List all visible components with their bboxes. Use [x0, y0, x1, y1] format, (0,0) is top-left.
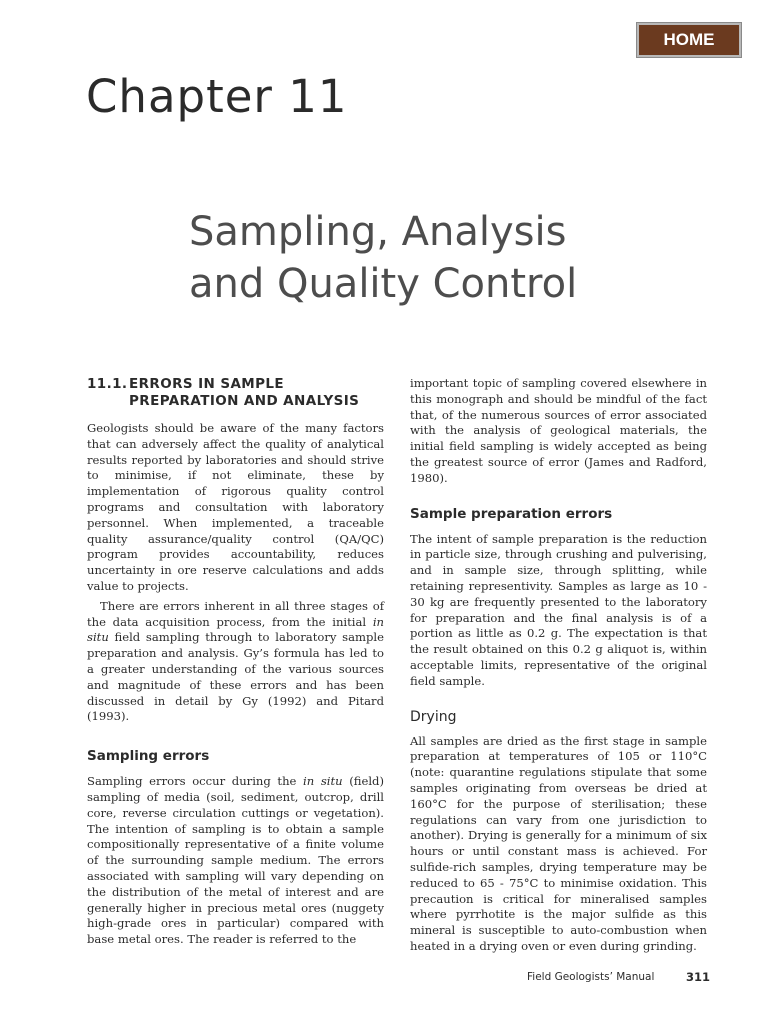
chapter-title-line-2: and Quality Control	[189, 261, 578, 307]
paragraph-qaqc: Geologists should be aware of the many factors that can adversely affect the quality of analytical results reported by laboratories and should strive to minimise, if not eliminate, these by implementation of rigorous quality control programs and consultation with laboratory personnel. When implemented, a traceable quality assurance/quality control (QA/QC) program provides accountability, reduces uncertainty in ore reserve calculations and adds value to projects.	[87, 421, 384, 593]
section-heading	[87, 376, 384, 410]
chapter-title	[189, 206, 749, 310]
footer-book-title: Field Geologists’ Manual	[527, 971, 655, 983]
left-column	[87, 376, 384, 948]
paragraph-sample-preparation: The intent of sample preparation is the reduction in particle size, through crushing and pulverising, and in sample size, through splitting, while retaining representivity. Samples as large as 10 - 30 kg are frequently presented to the laboratory for preparation and the final analysis is of a portion as little as 0.2 g. The expectation is that the result obtained on this 0.2 g aliquot is, within acceptable limits, representative of the original field sample.	[410, 531, 707, 688]
section-title-line-2: PREPARATION AND ANALYSIS	[129, 393, 360, 409]
paragraph-error-stages: There are errors inherent in all three stages of the data acquisition process, from the initial in situ field sampling through to laboratory sample preparation and analysis. Gy’s formula has led to a greater understanding of the various sources and magnitude of these errors and has been discussed in detail by Gy (1992) and Pitard (1993).	[87, 598, 384, 724]
right-column	[410, 376, 707, 955]
section-number: 11.1.	[87, 376, 128, 392]
subheading-sampling-errors: Sampling errors	[87, 748, 210, 765]
section-title-line-1: ERRORS IN SAMPLE	[129, 376, 285, 392]
page-number: 311	[686, 970, 711, 984]
italic-term: in situ	[87, 614, 384, 645]
paragraph-sampling-errors: Sampling errors occur during the in situ (field) sampling of media (soil, sediment, outcrop, drill core, reverse circulation cuttings or vegetation). The intention of sampling is to obtain a sample compositionally representative of a finite volume of the surrounding sample medium. The errors associated with sampling will vary depending on the distribution of the metal of interest and are generally higher in precious metal ores (nuggety high-grade ores in particular) compared with base metal ores. The reader is referred to the	[87, 774, 384, 947]
chapter-label: Chapter 11	[86, 70, 348, 123]
home-button[interactable]: HOME	[637, 23, 741, 57]
paragraph-drying: All samples are dried as the first stage in sample preparation at temperatures of 105 or 110°C (note: quarantine regulations stipulate that some samples originating from overseas be dried at 160°C for the purpose of sterilisation; these regulations can vary from one jurisdiction to another). Drying is generally for a minimum of six hours or until constant mass is achieved. For sulfide-rich samples, drying temperature may be reduced to 65 - 75°C to minimise oxidation. This precaution is critical for mineralised samples where pyrrhotite is the major sulfide as this mineral is susceptible to auto-combustion when heated in a drying oven or even during grinding.	[410, 733, 707, 953]
subheading-drying: Drying	[410, 708, 457, 725]
subheading-sample-preparation-errors: Sample preparation errors	[410, 505, 613, 522]
chapter-title-line-1: Sampling, Analysis	[189, 209, 567, 255]
paragraph-sampling-continued: important topic of sampling covered elsewhere in this monograph and should be mindful of the fact that, of the numerous sources of error associated with the analysis of geological materials, the initial field sampling is widely accepted as being the greatest source of error (James and Radford, 1980).	[410, 376, 707, 485]
italic-term: in situ	[303, 774, 343, 789]
